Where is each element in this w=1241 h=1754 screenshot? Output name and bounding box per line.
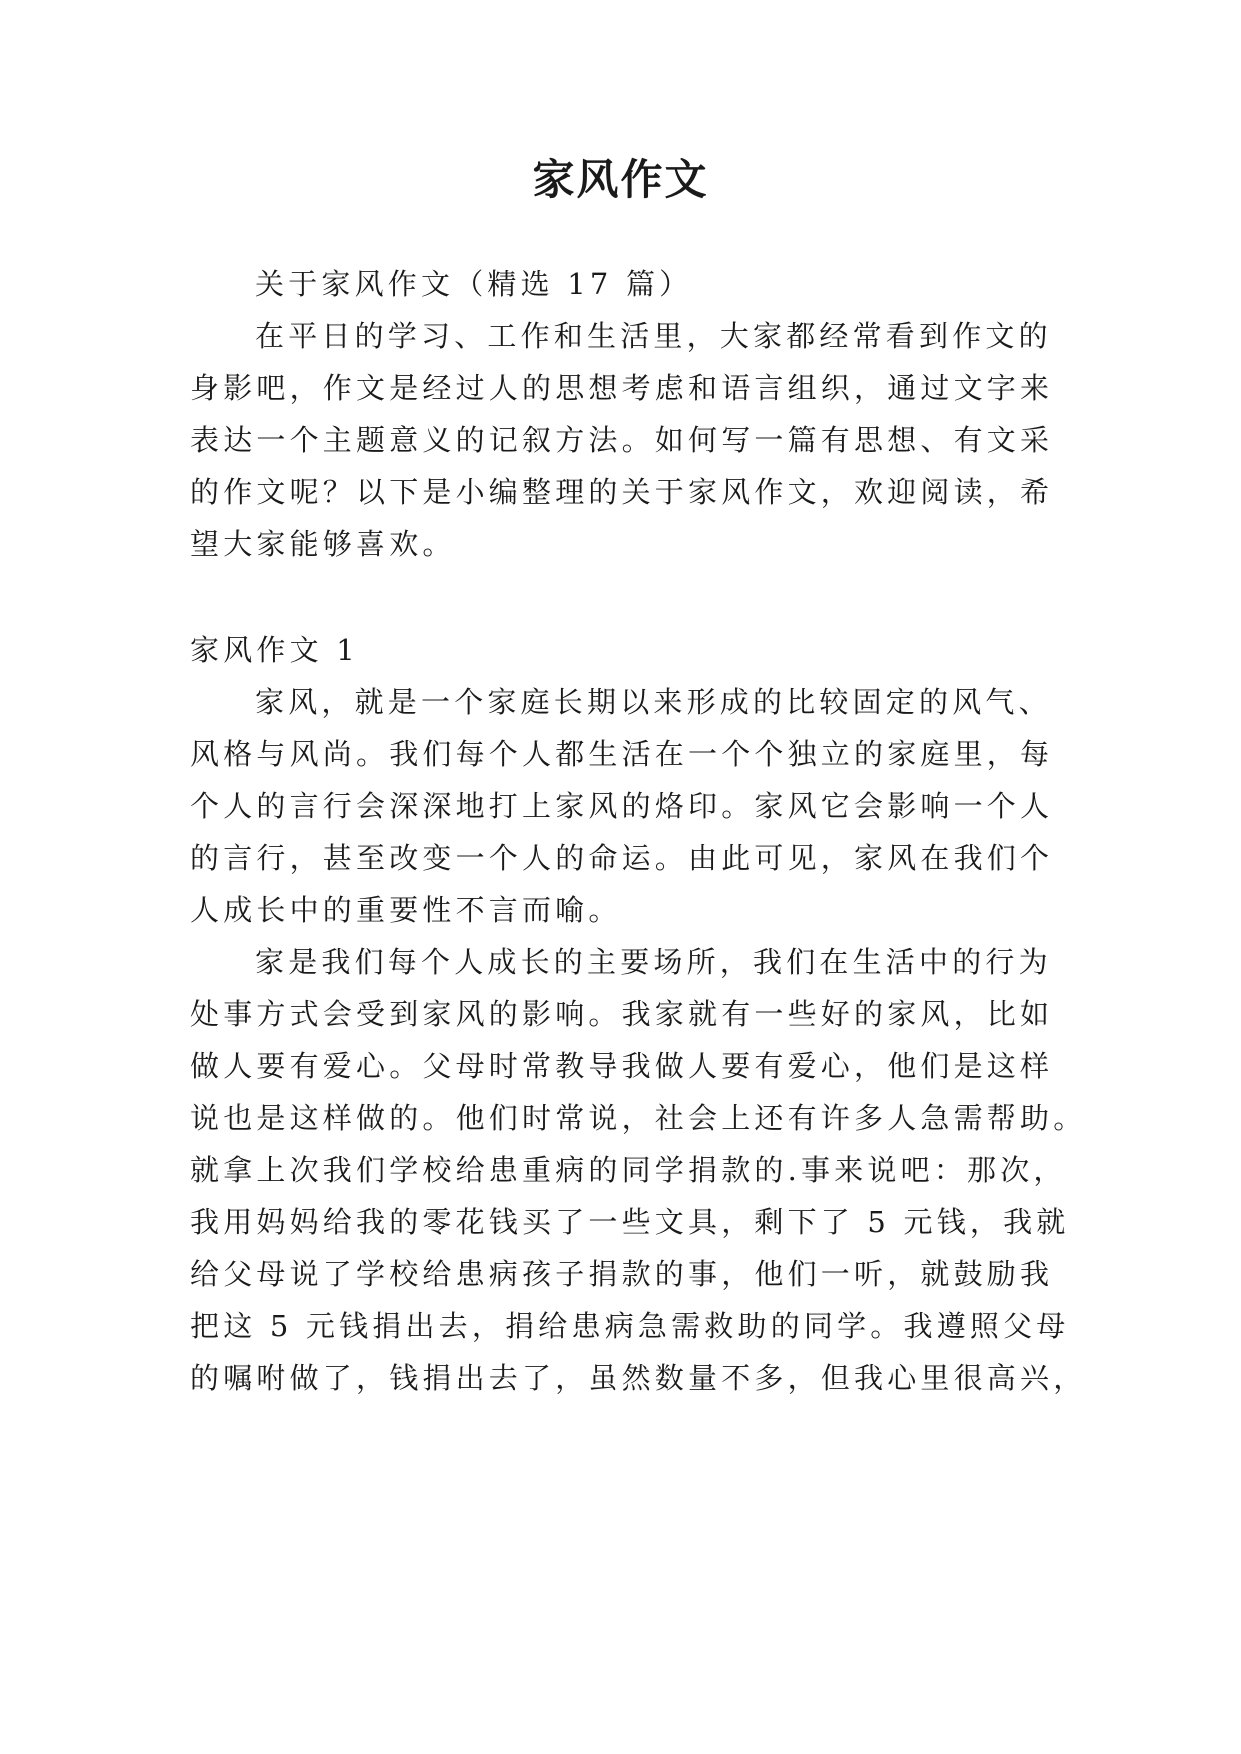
intro-line-4: 的作文呢？以下是小编整理的关于家风作文，欢迎阅读，希 [190, 475, 1054, 509]
intro-line-5: 望大家能够喜欢。 [190, 527, 456, 561]
paragraph-1-line-1: 家风，就是一个家庭长期以来形成的比较固定的风气、 [255, 685, 1052, 719]
paragraph-1-line-4: 的言行，甚至改变一个人的命运。由此可见，家风在我们个 [190, 841, 1054, 875]
paragraph-2-line-8: 把这 5 元钱捐出去，捐给患病急需救助的同学。我遵照父母 [190, 1309, 1070, 1343]
paragraph-2-line-5: 就拿上次我们学校给患重病的同学捐款的.事来说吧：那次， [190, 1153, 1067, 1187]
subtitle-line: 关于家风作文（精选 17 篇） [255, 267, 693, 301]
document-title: 家风作文 [532, 155, 709, 204]
intro-line-3: 表达一个主题意义的记叙方法。如何写一篇有思想、有文采 [190, 423, 1054, 457]
paragraph-1-line-2: 风格与风尚。我们每个人都生活在一个个独立的家庭里，每 [190, 737, 1054, 771]
intro-line-2: 身影吧，作文是经过人的思想考虑和语言组织，通过文字来 [190, 371, 1054, 405]
paragraph-1-line-5: 人成长中的重要性不言而喻。 [190, 893, 622, 927]
paragraph-1-line-3: 个人的言行会深深地打上家风的烙印。家风它会影响一个人 [190, 789, 1054, 823]
section-heading: 家风作文 1 [190, 633, 359, 667]
paragraph-2-line-1: 家是我们每个人成长的主要场所，我们在生活中的行为 [255, 945, 1052, 979]
intro-line-1: 在平日的学习、工作和生活里，大家都经常看到作文的 [255, 319, 1052, 353]
paragraph-2-line-6: 我用妈妈给我的零花钱买了一些文具，剩下了 5 元钱，我就 [190, 1205, 1070, 1239]
paragraph-2-line-3: 做人要有爱心。父母时常教导我做人要有爱心，他们是这样 [190, 1049, 1054, 1083]
paragraph-2-line-2: 处事方式会受到家风的影响。我家就有一些好的家风，比如 [190, 997, 1054, 1031]
paragraph-2-line-9: 的嘱咐做了，钱捐出去了，虽然数量不多，但我心里很高兴， [190, 1361, 1087, 1395]
paragraph-2-line-4: 说也是这样做的。他们时常说，社会上还有许多人急需帮助。 [190, 1101, 1087, 1135]
paragraph-2-line-7: 给父母说了学校给患病孩子捐款的事，他们一听，就鼓励我 [190, 1257, 1054, 1291]
